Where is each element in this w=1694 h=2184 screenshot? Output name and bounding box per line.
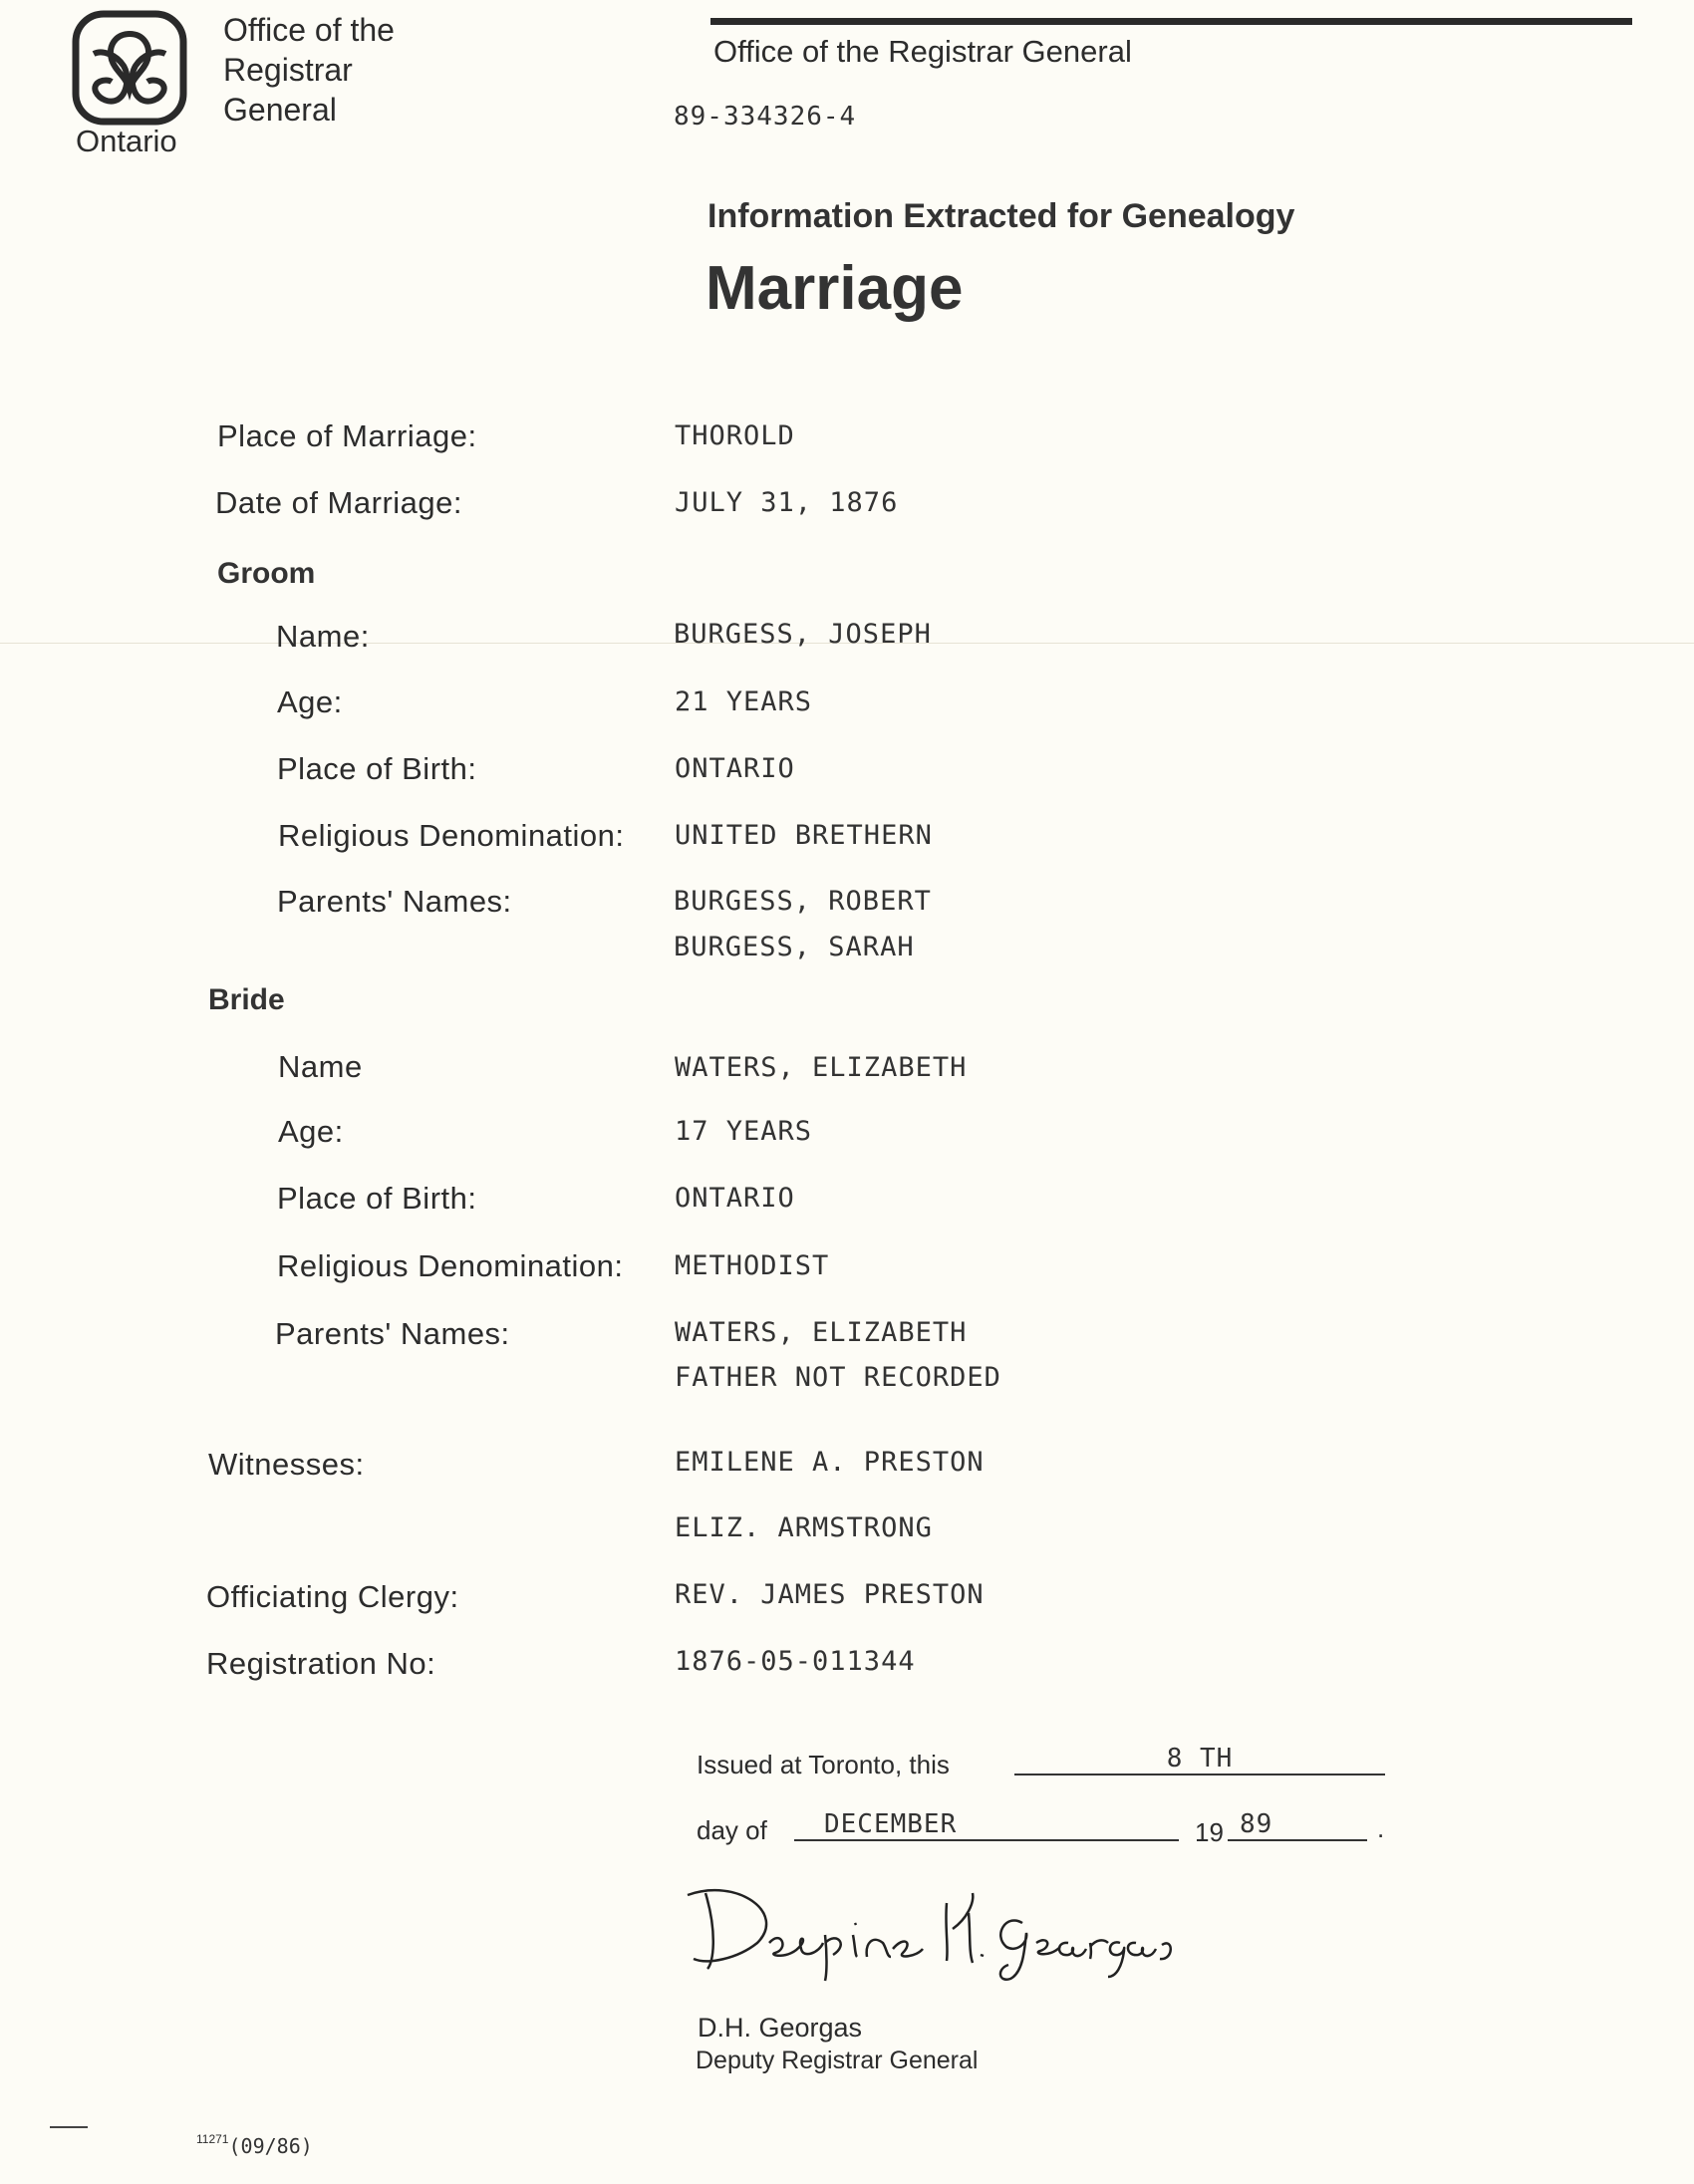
form-number-block: [196, 2134, 313, 2158]
bride-name-value: WATERS, ELIZABETH: [675, 1052, 968, 1083]
bride-birthplace-label: Place of Birth:: [277, 1181, 477, 1216]
right-office-title: Office of the Registrar General: [713, 34, 1132, 69]
logo-caption: Ontario: [76, 124, 177, 158]
form-number: 11271: [196, 2132, 229, 2146]
footer-tick-mark: [50, 2126, 88, 2128]
bride-parents-label: Parents' Names:: [275, 1316, 510, 1351]
groom-religion-value: UNITED BRETHERN: [675, 820, 933, 851]
groom-religion-label: Religious Denomination:: [278, 818, 625, 853]
date-of-marriage-label: Date of Marriage:: [215, 485, 462, 520]
file-number: 89-334326-4: [674, 102, 857, 132]
issued-month-value: DECEMBER: [794, 1809, 1179, 1841]
groom-parent-1: BURGESS, ROBERT: [674, 886, 932, 917]
document-title: Marriage: [706, 254, 964, 323]
witness-1: EMILENE A. PRESTON: [675, 1447, 985, 1478]
bride-parent-1: WATERS, ELIZABETH: [675, 1317, 968, 1348]
signer-title: Deputy Registrar General: [696, 2047, 979, 2074]
clergy-value: REV. JAMES PRESTON: [675, 1579, 985, 1610]
trillium-icon: [72, 10, 187, 126]
groom-parent-2: BURGESS, SARAH: [674, 932, 915, 962]
bride-parent-2: FATHER NOT RECORDED: [675, 1362, 1001, 1393]
issued-century: 19: [1195, 1817, 1224, 1847]
groom-parents-label: Parents' Names:: [277, 884, 512, 919]
place-of-marriage-value: THOROLD: [675, 420, 795, 451]
ontario-logo: [72, 10, 187, 126]
document-subtitle: Information Extracted for Genealogy: [707, 197, 1295, 235]
handwritten-signature: [678, 1873, 1196, 1983]
issued-text: Issued at Toronto, this: [697, 1750, 950, 1779]
place-of-marriage-label: Place of Marriage:: [217, 418, 477, 453]
left-office-line-1: Office of the: [223, 12, 395, 48]
groom-birthplace-value: ONTARIO: [675, 753, 795, 784]
groom-heading: Groom: [217, 557, 316, 590]
registration-number-value: 1876-05-011344: [675, 1646, 916, 1677]
bride-name-label: Name: [278, 1049, 363, 1084]
bride-age-label: Age:: [278, 1114, 344, 1149]
groom-age-label: Age:: [277, 684, 343, 719]
left-office-line-2: Registrar: [223, 52, 353, 88]
bride-religion-label: Religious Denomination:: [277, 1248, 624, 1283]
groom-birthplace-label: Place of Birth:: [277, 751, 477, 786]
bride-age-value: 17 YEARS: [675, 1116, 813, 1147]
witness-2: ELIZ. ARMSTRONG: [675, 1512, 933, 1543]
left-office-line-3: General: [223, 92, 337, 128]
day-of-text: day of: [697, 1815, 767, 1845]
issued-day-value: 8 TH: [1014, 1744, 1385, 1775]
bride-birthplace-value: ONTARIO: [675, 1183, 795, 1214]
header-rule: [710, 18, 1632, 25]
date-of-marriage-value: JULY 31, 1876: [675, 487, 899, 518]
issued-period: .: [1377, 1813, 1385, 1843]
form-date: (09/86): [228, 2134, 313, 2158]
groom-name-label: Name:: [276, 619, 370, 654]
signer-name: D.H. Georgas: [698, 2013, 863, 2043]
clergy-label: Officiating Clergy:: [206, 1579, 459, 1614]
registration-number-label: Registration No:: [206, 1646, 436, 1681]
bride-religion-value: METHODIST: [675, 1250, 830, 1281]
issued-year-value: 89: [1228, 1809, 1367, 1841]
groom-name-value: BURGESS, JOSEPH: [674, 619, 932, 650]
witnesses-label: Witnesses:: [208, 1447, 365, 1482]
groom-age-value: 21 YEARS: [675, 686, 813, 717]
bride-heading: Bride: [208, 983, 285, 1016]
